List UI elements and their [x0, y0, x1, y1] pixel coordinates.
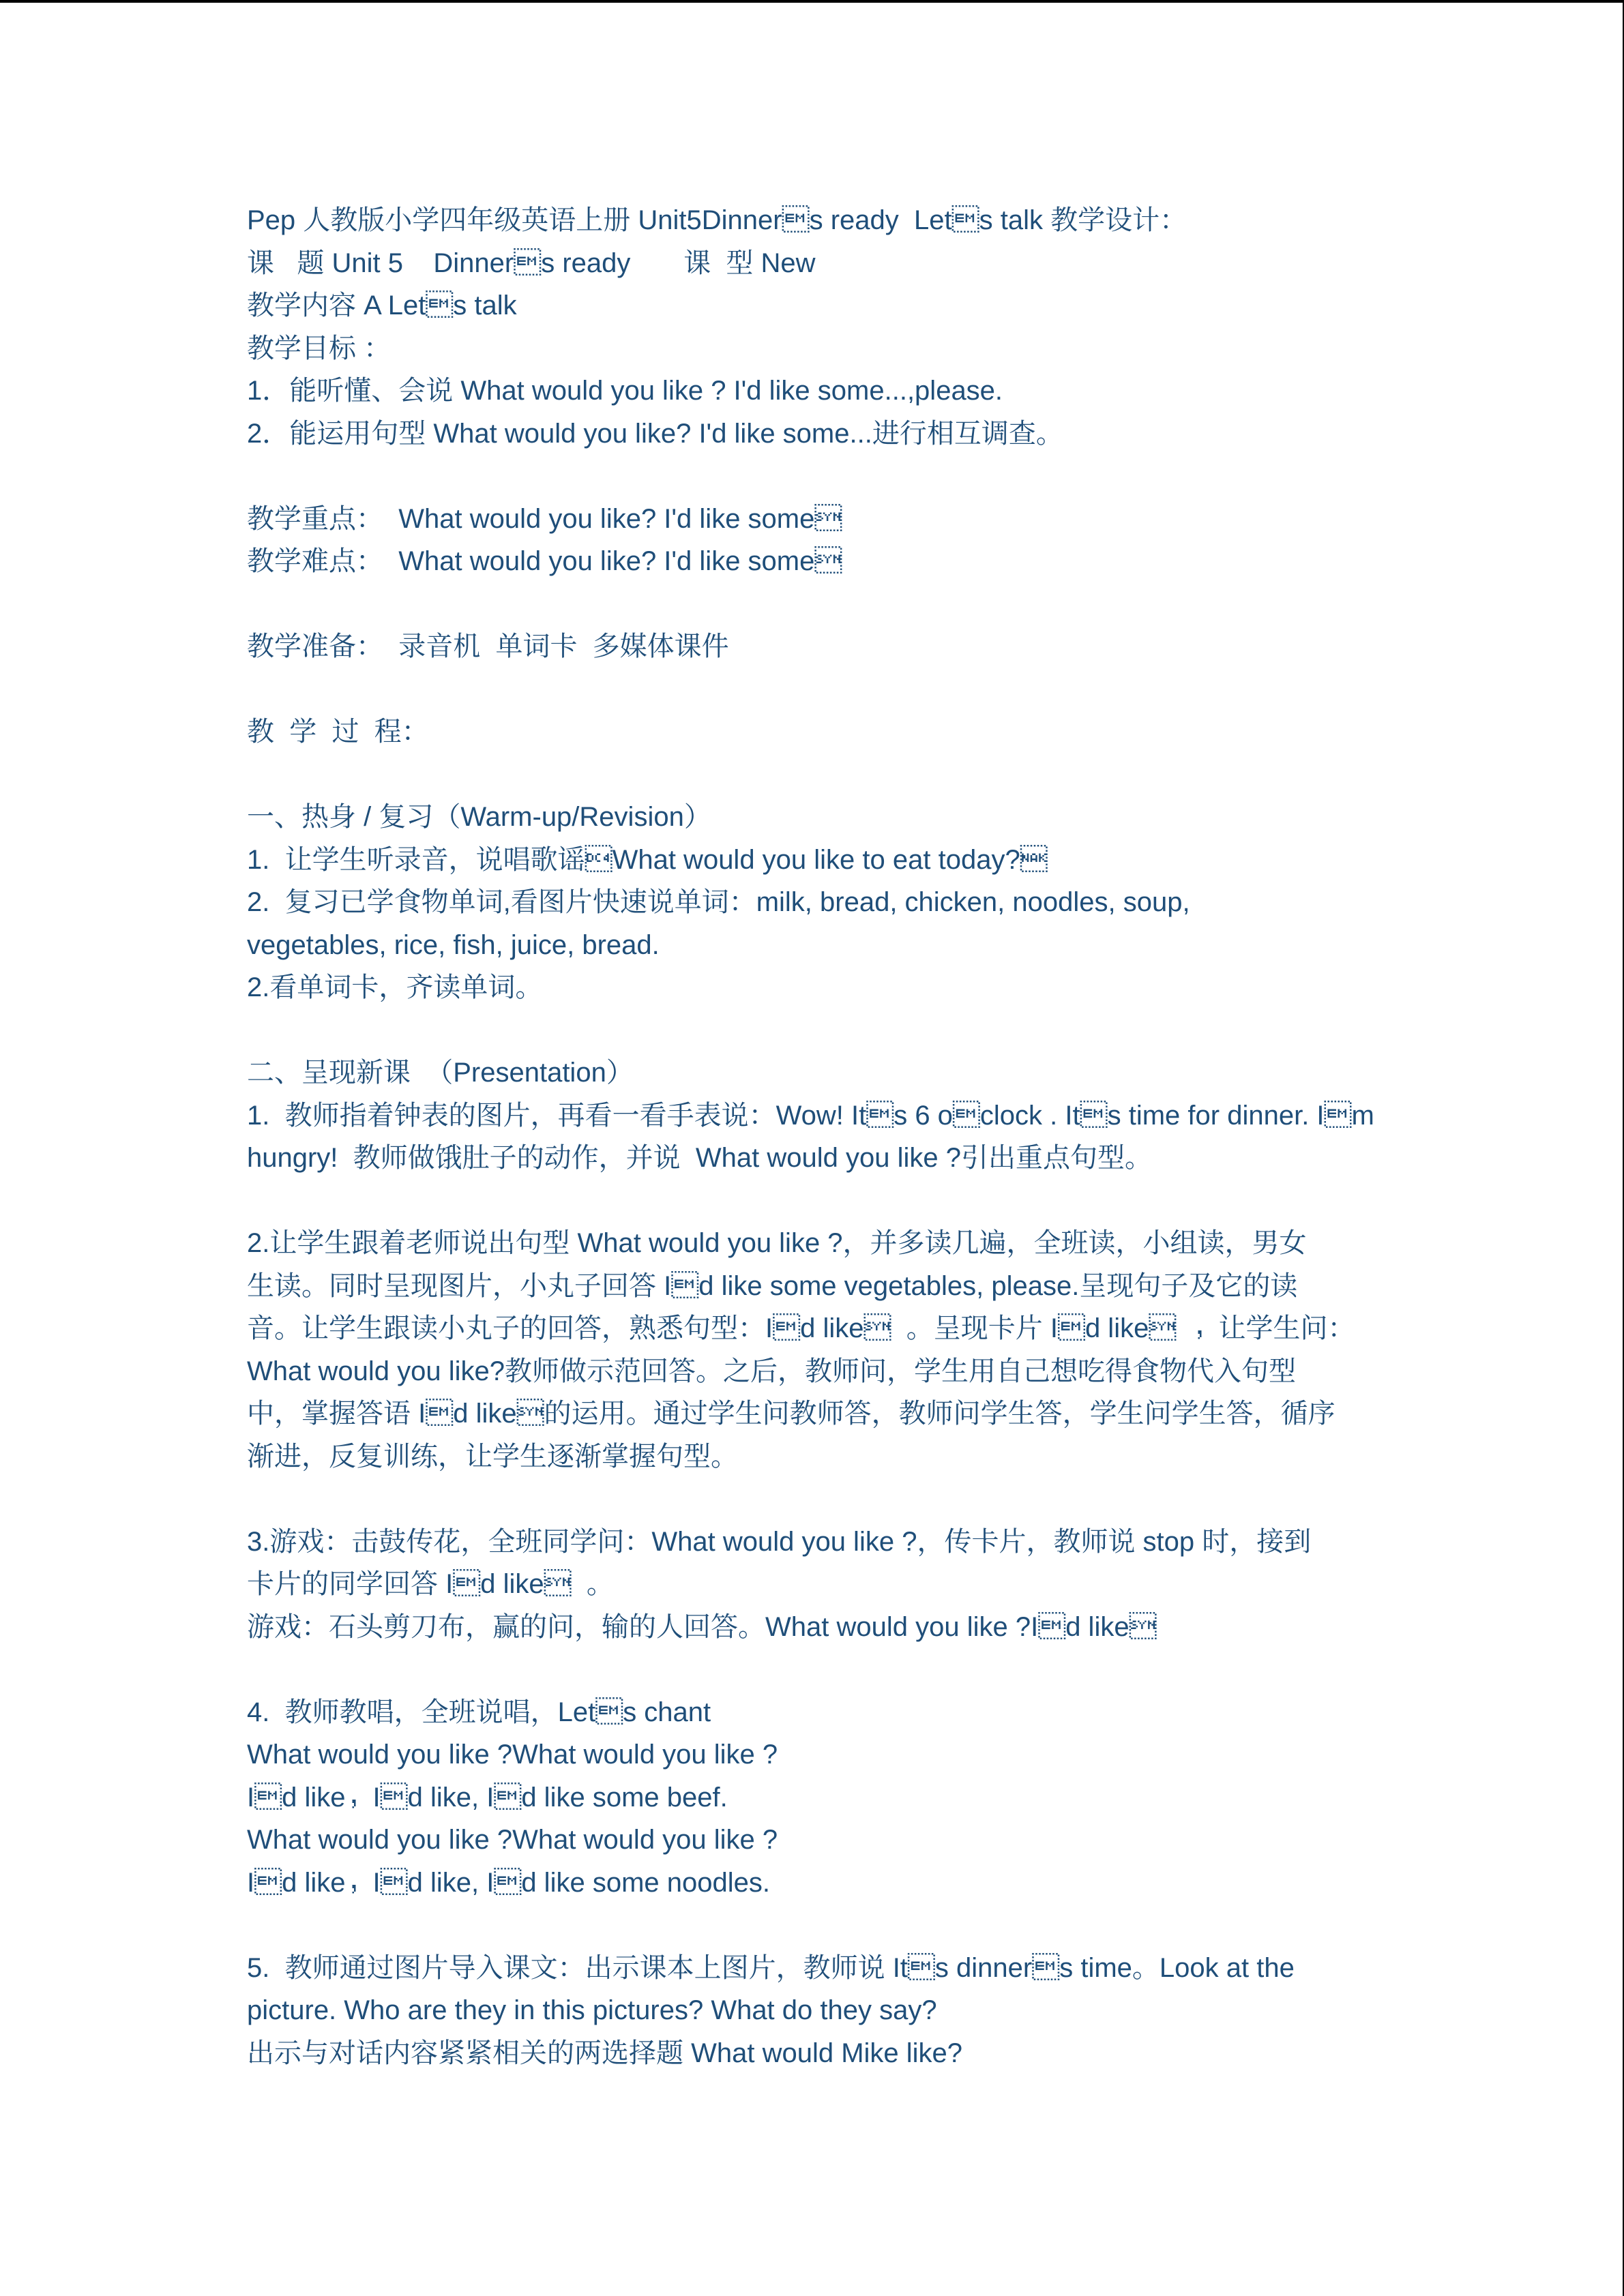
warmup-item-continued: vegetables, rice, fish, juice, bread.	[247, 929, 660, 960]
spacer	[247, 583, 1379, 626]
spacer	[247, 1009, 1379, 1052]
warmup-item: 2.看单词卡，齐读单词。	[247, 972, 543, 1002]
warmup-item: 1. 让学生听录音，说唱歌谣What would you like to eat today?	[247, 844, 1048, 875]
document-title: Pep 人教版小学四年级英语上册 Unit5Dinners ready Lets talk 教学设计：	[247, 205, 1187, 235]
presentation-step-continued: What would you like?教师做示范回答。之后，教师问，学生用自己想吃得食物代入句型	[247, 1356, 1296, 1386]
presentation-step: 5. 教师通过图片导入课文：出示课本上图片，教师说 Its dinners time。Look at the	[247, 1952, 1295, 1983]
objectives-heading: 教学目标 ：	[247, 333, 392, 363]
presentation-step: 3.游戏：击鼓传花，全班同学问：What would you like ?，传卡片，教师说 stop 时，接到	[247, 1526, 1312, 1557]
presentation-step-continued: 卡片的同学回答 Id like 。	[247, 1569, 614, 1599]
presentation-step-continued: 游戏：石头剪刀布，赢的问，输的人回答。What would you like ?Id like	[247, 1611, 1157, 1642]
presentation-step-continued: 出示与对话内容紧紧相关的两选择题 What would Mike like?	[247, 2038, 963, 2068]
warmup-item: 2. 复习已学食物单词,看图片快速说单词：milk, bread, chicken, noodles, soup,	[247, 887, 1190, 917]
objective-item: 1．能听懂、会说 What would you like ? I'd like some...,please.	[247, 376, 1003, 406]
spacer	[247, 1904, 1379, 1947]
presentation-step: 4. 教师教唱，全班说唱，Lets chant	[247, 1697, 711, 1727]
presentation-step-continued: 音。让学生跟读小丸子的回答，熟悉句型：Id like 。呈现卡片 Id like ，让学生问：	[247, 1313, 1355, 1343]
objective-item: 2．能运用句型 What would you like? I'd like some...进行相互调查。	[247, 418, 1063, 449]
presentation-step-continued: 中，掌握答语 Id like的运用。通过学生问教师答，教师问学生答，学生问学生答，循序	[247, 1399, 1335, 1429]
spacer	[247, 1478, 1379, 1521]
warmup-heading: 一、热身 / 复习（Warm-up/Revision）	[247, 802, 711, 832]
key-point: 教学重点： What would you like? I'd like some	[247, 503, 842, 534]
chant-line: What would you like ?What would you like ?	[247, 1825, 778, 1855]
teaching-preparation: 教学准备： 录音机 单词卡 多媒体课件	[247, 631, 729, 661]
presentation-step-continued: 生读。同时呈现图片，小丸子回答 Id like some vegetables, please.呈现句子及它的读	[247, 1270, 1298, 1301]
spacer	[247, 754, 1379, 796]
chant-line: What would you like ?What would you like ?	[247, 1740, 778, 1770]
presentation-step-continued: hungry! 教师做饿肚子的动作，并说 What would you like ?引出重点句型。	[247, 1143, 1152, 1173]
document-body	[247, 199, 1379, 2074]
chant-line: Id like，Id like, Id like some noodles.	[247, 1867, 770, 1898]
teaching-content: 教学内容 A Lets talk	[247, 290, 517, 320]
presentation-heading: 二、呈现新课 （Presentation）	[247, 1058, 634, 1088]
spacer	[247, 668, 1379, 711]
chant-line: Id like，Id like, Id like some beef.	[247, 1782, 728, 1813]
presentation-step: 2.让学生跟着老师说出句型 What would you like ?，并多读几遍，全班读，小组读，男女	[247, 1228, 1307, 1258]
presentation-step-continued: 渐进，反复训练，让学生逐渐掌握句型。	[247, 1441, 738, 1472]
process-heading: 教 学 过 程：	[247, 717, 429, 747]
presentation-step: 1. 教师指着钟表的图片，再看一看手表说：Wow! Its 6 oclock . Its time for dinner. Im	[247, 1100, 1374, 1131]
page-top-border	[0, 0, 1624, 3]
spacer	[247, 455, 1379, 498]
spacer	[247, 1180, 1379, 1223]
lesson-info: 课 题 Unit 5 Dinners ready 课 型 New	[247, 248, 816, 278]
presentation-step-continued: picture. Who are they in this pictures? What do they say?	[247, 1995, 937, 2025]
difficult-point: 教学难点： What would you like? I'd like some	[247, 546, 842, 576]
spacer	[247, 1648, 1379, 1691]
